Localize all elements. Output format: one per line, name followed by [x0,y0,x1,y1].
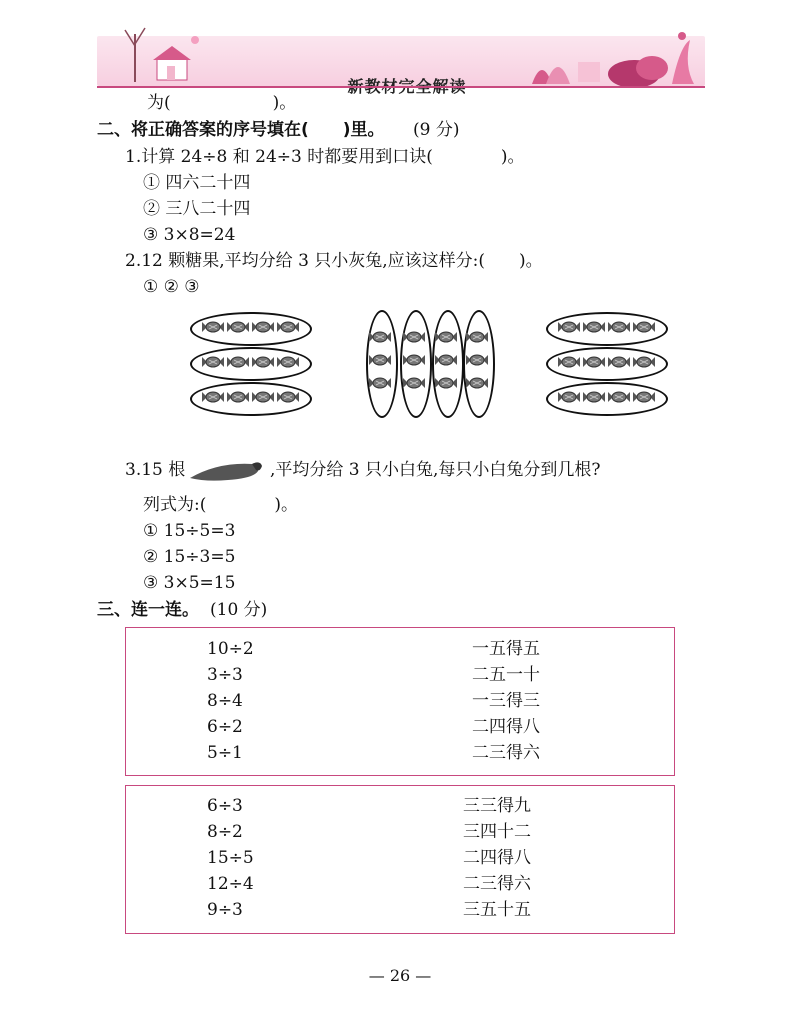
candy-icon [558,355,580,369]
match2-left-1[interactable]: 6÷3 [207,796,243,816]
match1-right-1[interactable]: 一五得五 [472,639,540,659]
candy-icon [466,376,488,390]
match2-left-2[interactable]: 8÷2 [207,822,243,842]
candy-icon [202,390,224,404]
candy-icon [403,353,425,367]
match2-left-4[interactable]: 12÷4 [207,874,254,894]
match1-right-2[interactable]: 二五一十 [472,665,540,685]
question-3-start: 3.15 根 [125,460,186,480]
candy-icon [403,376,425,390]
candy-icon [608,355,630,369]
match1-left-3[interactable]: 8÷4 [207,691,243,711]
match1-right-5[interactable]: 二三得六 [472,743,540,763]
continued-line: 为( )。 [147,93,297,113]
candy-icon [583,320,605,334]
candy-icon [227,355,249,369]
q3-formula: 列式为:( )。 [143,495,298,515]
q3-option-3: ③ 3×5=15 [143,573,236,593]
question-3-rest: ,平均分给 3 只小白兔,每只小白兔分到几根? [270,460,601,480]
match1-right-4[interactable]: 二四得八 [472,717,540,737]
match2-right-3[interactable]: 二四得八 [463,848,531,868]
candy-icon [583,390,605,404]
candy-icon [583,355,605,369]
match2-right-1[interactable]: 三三得九 [463,796,531,816]
tree-house-illustration [117,22,207,86]
q1-option-3: ③ 3×8=24 [143,225,236,245]
candy-icon [369,376,391,390]
carrot-icon [188,458,264,484]
candy-icon [435,376,457,390]
candy-icon [466,330,488,344]
match1-left-2[interactable]: 3÷3 [207,665,243,685]
section-3-score: (10 分) [210,600,268,620]
match2-right-4[interactable]: 二三得六 [463,874,531,894]
header-title: 新教材完全解读 [347,77,467,96]
candy-icon [202,320,224,334]
candy-icon [202,355,224,369]
match2-left-5[interactable]: 9÷3 [207,900,243,920]
q1-option-2: ② 三八二十四 [143,199,251,219]
flower-bush-illustration [522,26,702,86]
candy-icon [435,353,457,367]
candy-icon [252,320,274,334]
candy-icon [558,390,580,404]
candy-icon [369,330,391,344]
page-number: — 26 — [368,966,432,985]
section-2-score: (9 分) [413,120,460,140]
candy-icon [633,355,655,369]
question-2: 2.12 颗糖果,平均分给 3 只小灰兔,应该这样分:( )。 [125,251,543,271]
match2-right-5[interactable]: 三五十五 [463,900,531,920]
candy-icon [277,390,299,404]
match1-left-1[interactable]: 10÷2 [207,639,254,659]
q2-option-labels: ① ② ③ [143,277,200,297]
candy-icon [633,390,655,404]
candy-icon [277,355,299,369]
candy-icon [608,320,630,334]
candy-icon [369,353,391,367]
q3-option-2: ② 15÷3=5 [143,547,236,567]
page-header [97,22,705,96]
match2-right-2[interactable]: 三四十二 [463,822,531,842]
match1-right-3[interactable]: 一三得三 [472,691,540,711]
candy-icon [227,390,249,404]
section-2-title: 二、将正确答案的序号填在( )里。 [97,120,385,140]
candy-icon [608,390,630,404]
candy-icon [466,353,488,367]
candy-icon [403,330,425,344]
candy-icon [558,320,580,334]
q1-option-1: ① 四六二十四 [143,173,251,193]
candy-icon [277,320,299,334]
q3-option-1: ① 15÷5=3 [143,521,236,541]
match2-left-3[interactable]: 15÷5 [207,848,254,868]
section-3-title: 三、连一连。 [97,600,199,620]
match1-left-4[interactable]: 6÷2 [207,717,243,737]
candy-icon [227,320,249,334]
match1-left-5[interactable]: 5÷1 [207,743,243,763]
header-rule [97,86,705,88]
candy-icon [252,390,274,404]
question-1: 1.计算 24÷8 和 24÷3 时都要用到口诀( )。 [125,147,525,167]
candy-icon [435,330,457,344]
candy-icon [633,320,655,334]
candy-icon [252,355,274,369]
